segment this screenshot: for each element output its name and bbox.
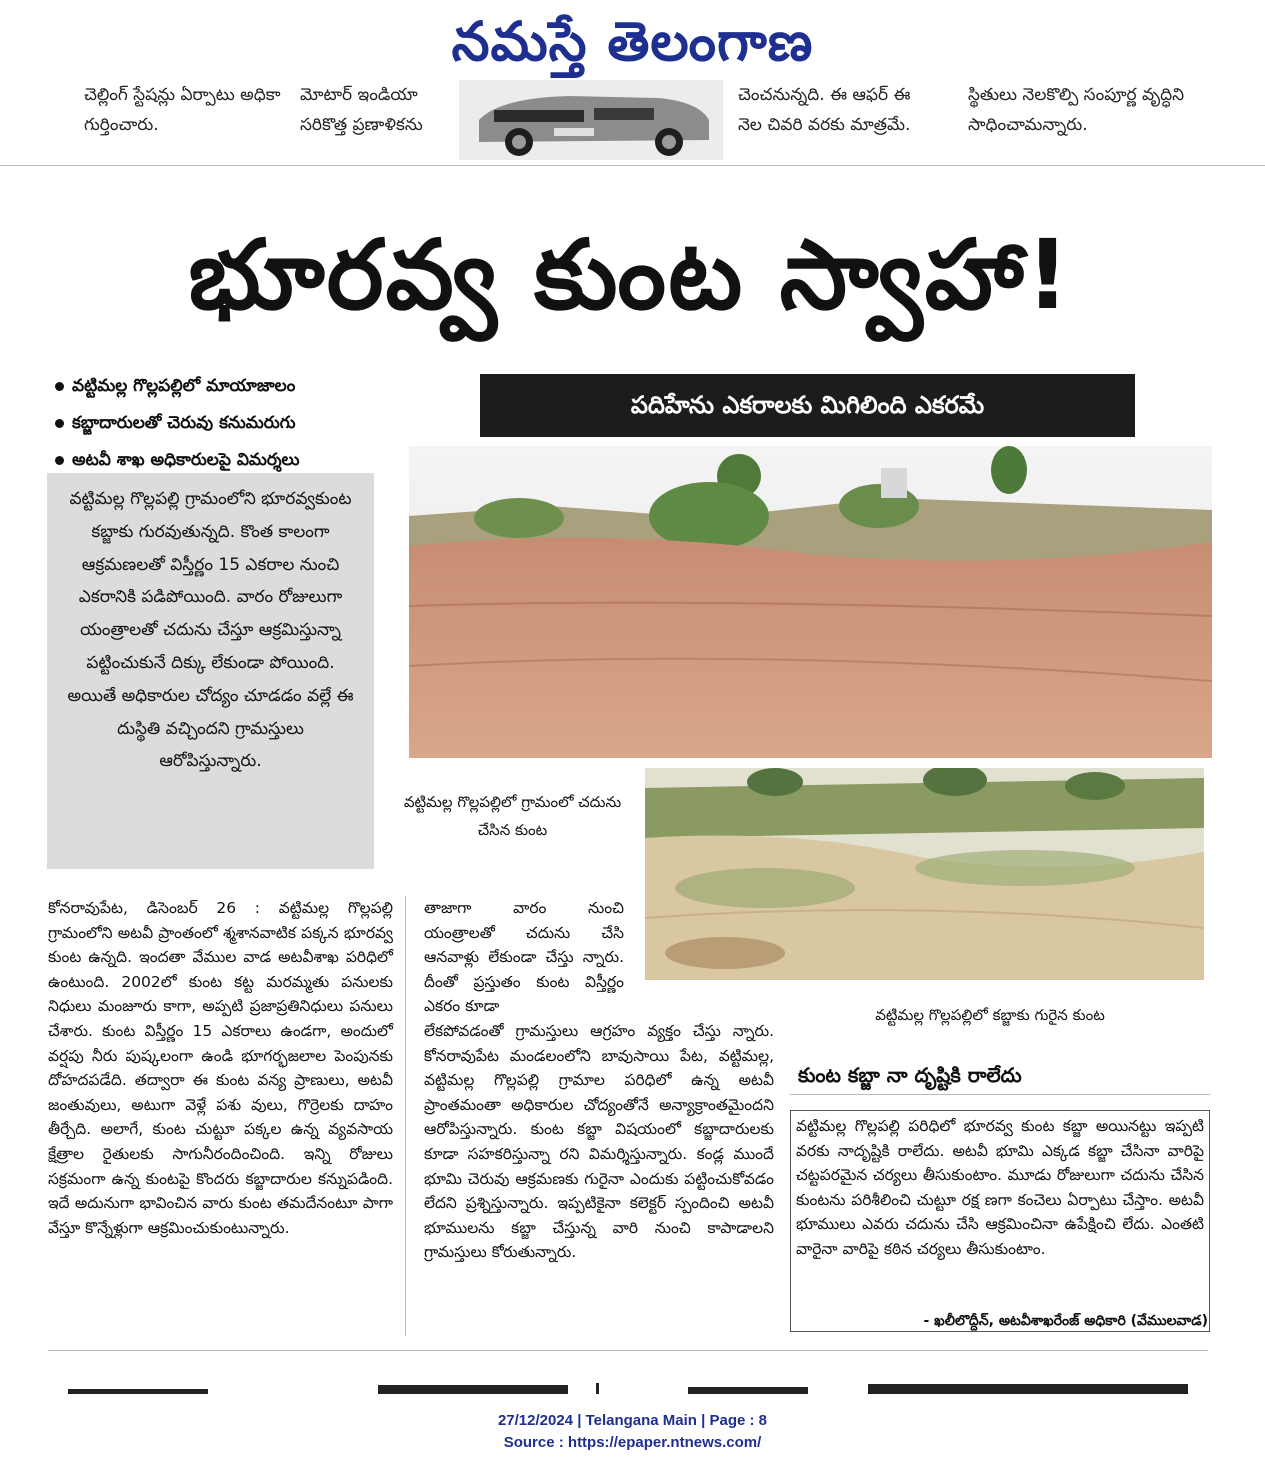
strip-line: మోటార్ ఇండియా xyxy=(300,85,418,105)
sidebar-quote-text: వట్టిమల్ల గొల్లపల్లి పరిధిలో భూరవ్వ కుంట కబ్జా అయినట్టు ఇప్పటి వరకు నాదృష్టికి రాలేదు. అటవీ భూమి ఎక్కడ కబ్జా చేసినా వారిపై చట్టపరమైన చర్యలు తీసుకుంటాం. మూడు రోజులుగా చదును చేసిన కుంటను పరిశీలించి చుట్టూ రక్ష ణగా కంచెలు ఏర్పాటు చేస్తాం. అటవీ భూములు ఎవరు చదును చేసి ఆక్రమించినా ఉపేక్షించి లేదు. ఎంతటి వారైనా వారిపై కఠిన చర్యలు తీసుకుంటాం. xyxy=(796,1117,1204,1258)
bullet-item xyxy=(55,405,395,442)
article-body-column-2 xyxy=(424,896,774,1265)
bullet-text: అటవీ శాఖ అధికారులపై విమర్శలు xyxy=(72,450,300,470)
bullet-icon xyxy=(55,419,64,428)
car-advertisement-image xyxy=(459,80,723,160)
body-text-rest: లేకపోవడంతో గ్రామస్తులు ఆగ్రహం వ్యక్తం చేస్తు న్నారు. కోనరావుపేట మండలంలోని బావుసాయి పేట, వట్టిమల్ల, వట్టిమల్ల గొల్లపల్లి గ్రామాల పరిధిలో ఉన్న అటవీ ప్రాంతమంతా అధికారుల చోద్యంతోనే అన్యాక్రాంతమైందని ఆరోపిస్తున్నారు. కుంట కబ్జా విషయంలో కబ్జాదారులకు కూడా సహకరిస్తున్నా రని విమర్శిస్తున్నారు. కండ్ల ముందే భూమి చెరువు ఆక్రమణకు గురైనా ఎందుకు పట్టించుకోవడం లేదని ప్రశ్నిస్తున్నారు. ఇప్పటికైనా కలెక్టర్ స్పందించి అటవీ భూములను కబ్జా చేస్తున్న వారి నుంచి కాపాడాలని గ్రామస్తులు కోరుతున్నారు. xyxy=(424,1021,774,1262)
top-strip-col1 xyxy=(84,80,314,158)
top-strip-col4 xyxy=(968,80,1228,158)
photo-caption-main: వట్టిమల్ల గొల్లపల్లిలో గ్రామంలో చదును చేసిన కుంట xyxy=(403,793,622,839)
strip-line: స్థితులు నెలకొల్పి సంపూర్ణ వృద్ధిని xyxy=(968,85,1185,105)
body-text-top: తాజాగా వారం నుంచి యంత్రాలతో చదును చేసి ఆనవాళ్లు లేకుండా చేస్తు న్నారు. దీంతో ప్రస్తుతం కుంట విస్తీర్ణం ఎకరం కూడా xyxy=(424,899,624,1016)
article-headline: భూరవ్వ కుంట స్వాహా! xyxy=(188,219,1072,331)
bullet-text: కబ్జాదారులతో చెరువు కనుమరుగు xyxy=(72,413,296,433)
strip-line: నెల చివరి వరకు మాత్రమే. xyxy=(738,115,911,135)
footer-date-page: 27/12/2024 | Telangana Main | Page : 8 xyxy=(497,1412,768,1429)
masthead-logo: నమస్తే తెలంగాణ xyxy=(451,9,814,73)
article-body-column-1: కోనరావుపేట, డిసెంబర్ 26 : వట్టిమల్ల గొల్లపల్లి గ్రామంలోని అటవీ ప్రాంతంలో శ్మశానవాటిక పక్కన భూరవ్వ కుంట ఉన్నది. ఇందతా వేముల వాడ అటవీశాఖ పరిధిలో ఉంటుంది. 2002లో కుంట కట్ట మరమ్మతు పనులకు నిధులు మంజూరు కాగా, అప్పటి ప్రజాప్రతినిధులు పనులు చేశారు. కుంట విస్తీర్ణం 15 ఎకరాలు ఉండగా, అందులో వర్షపు నీరు పుష్కలంగా ఉండి భూగర్భజలాల పెంపునకు దోహదపడేది. తద్వారా ఈ కుంట వన్య ప్రాణులు, అటవీ జంతువులు, అటుగా వెళ్లే పశు వులు, గొర్రెలకు దాహం తీర్చేది. అలాగే, కుంట చుట్టూ పక్కల ఉన్న వ్యవసాయ క్షేత్రాల రైతులకు సాగునీరందించింది. ఇన్ని రోజులు సక్రమంగా ఉన్న కుంటపై కొందరు కబ్జాదారుల కన్నుపడింది. ఇదే అదునుగా భావించిన వారు కుంట తమదేనంటూ పాగా వేస్తూ కొన్నేళ్లుగా ఆక్రమించుకుంటున్నారు. xyxy=(48,899,393,1237)
strip-line: సరికొత్త ప్రణాళికను xyxy=(300,115,423,135)
bullet-item xyxy=(55,368,395,405)
divider xyxy=(48,1350,1208,1351)
strip-line: చెంచనున్నది. ఈ ఆఫర్ ఈ xyxy=(738,85,911,105)
next-story-cutoff xyxy=(48,1380,1208,1394)
column-divider xyxy=(405,896,406,1336)
strip-line: గుర్తించారు. xyxy=(84,115,159,135)
subheadline-bar: పదిహేను ఎకరాలకు మిగిలింది ఎకరమే xyxy=(480,374,1135,437)
headline-bullets xyxy=(55,368,395,479)
top-strip-col3 xyxy=(738,80,953,158)
bullet-text: వట్టిమల్ల గొల్లపల్లిలో మాయాజాలం xyxy=(72,376,296,396)
top-strip-col2 xyxy=(300,80,450,158)
bullet-icon xyxy=(55,456,64,465)
field-photo-main xyxy=(409,446,1212,758)
photo-caption-secondary: వట్టిమల్ల గొల్లపల్లిలో కబ్జాకు గురైన కుంట xyxy=(875,1006,1105,1024)
bullet-icon xyxy=(55,382,64,391)
sidebar-attribution: - ఖలీలొద్దీన్, అటవీశాఖరేంజ్ అధికారి (వేములవాడ) xyxy=(923,1313,1208,1329)
strip-line: సాధించామన్నారు. xyxy=(968,115,1088,135)
summary-box: వట్టిమల్ల గొల్లపల్లి గ్రామంలోని భూరవ్వకుంట కబ్జాకు గురవుతున్నది. కొంత కాలంగా ఆక్రమణలతో విస్తీర్ణం 15 ఎకరాల నుంచి ఎకరానికి పడిపోయింది. వారం రోజులుగా యంత్రాలతో చదును చేస్తూ ఆక్రమిస్తున్నా పట్టించుకునే దిక్కు లేకుండా పోయింది. అయితే అధికారుల చోద్యం చూడడం వల్లే ఈ దుస్థితి వచ్చిందని గ్రామస్తులు ఆరోపిస్తున్నారు. xyxy=(47,473,374,869)
footer-source: Source : https://epaper.ntnews.com/ xyxy=(503,1434,762,1451)
strip-line: చెల్లింగ్ స్టేషన్లు ఏర్పాటు అధికా xyxy=(84,85,281,105)
page-footer xyxy=(0,1410,1265,1454)
divider xyxy=(0,165,1265,166)
sidebar-divider xyxy=(790,1094,1210,1095)
sidebar-heading: కుంట కబ్జా నా దృష్టికి రాలేదు xyxy=(798,1063,1022,1087)
